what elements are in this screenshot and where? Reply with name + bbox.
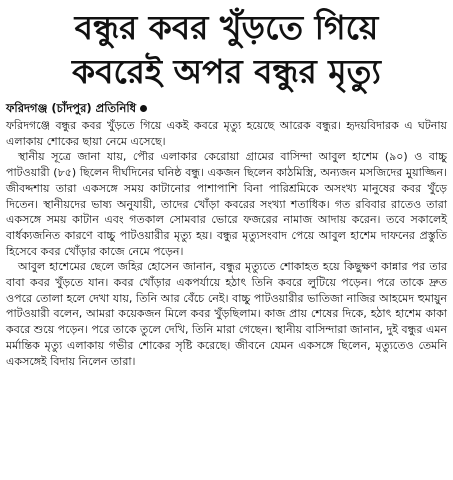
headline — [6, 0, 447, 94]
article-body — [6, 118, 447, 369]
article-paragraph-2: স্থানীয় সূত্রে জানা যায়, পৌর এলাকার কেরোয়া গ্রামের বাসিন্দা আবুল হাশেম (৯০) ও বাচ্চু পাটওয়ারী (৮৫) ছিলেন দীর্ঘদিনের ঘনিষ্ঠ বন্ধু। একজন ছিলেন কাঠমিস্ত্রি, অন্যজন মসজিদের মুয়াজ্জিন। জীবদ্দশায় তারা একসঙ্গে সময় কাটানোর পাশাপাশি বিনা পারিশ্রমিকে অসংখ্য মানুষের কবর খুঁড়ে দিতেন। স্থানীয়দের ভাষ্য অনুযায়ী, তাদের খোঁড়া কবরের সংখ্যা শতাধিক। গত রবিবার রাতেও তারা একসঙ্গে সময় কাটান এবং গতকাল সোমবার ভোরে ফজরের নামাজ আদায় করেন। তবে সকালেই বার্ধক্যজনিত কারণে বাচ্চু পাটওয়ারীর মৃত্যু হয়। বন্ধুর মৃত্যুসংবাদ পেয়ে আবুল হাশেম দাফনের প্রস্তুতি হিসেবে কবর খোঁড়ার কাজে নেমে পড়েন। — [6, 150, 447, 258]
article-paragraph-3: আবুল হাশেমের ছেলে জহির হোসেন জানান, বন্ধুর মৃত্যুতে শোকাহত হয়ে কিছুক্ষণ কান্নার পর তার বাবা কবর খুঁড়তে যান। কবর খোঁড়ার একপর্যায়ে হঠাৎ তিনি কবরে লুটিয়ে পড়েন। পরে তাকে দ্রুত ওপরে তোলা হলে দেখা যায়, তিনি আর বেঁচে নেই। বাচ্চু পাটওয়ারীর ভাতিজা নাজির আহমেদ হুমায়ুন পাটওয়ারী বলেন, আমরা কয়েকজন মিলে কবর খুঁড়ছিলাম। কাজ প্রায় শেষের দিকে, হঠাৎ হাশেম কাকা কবরে শুয়ে পড়েন। পরে তাকে তুলে দেখি, তিনি মারা গেছেন। স্থানীয় বাসিন্দারা জানান, দুই বন্ধুর এমন মর্মান্তিক মৃত্যু এলাকায় গভীর শোকের সৃষ্টি করেছে। জীবনে যেমন একসঙ্গে ছিলেন, মৃত্যুতেও তেমনি একসঙ্গেই বিদায় নিলেন তারা। — [6, 260, 447, 368]
byline-text: ফরিদগঞ্জ (চাঁদপুর) প্রতিনিধি — [6, 101, 137, 115]
article-paragraph-1: ফরিদগঞ্জে বন্ধুর কবর খুঁড়তে গিয়ে একই কবরে মৃত্যু হয়েছে আরেক বন্ধুর। হৃদয়বিদারক এ ঘটনায় এলাকায় শোকের ছায়া নেমে এসেছে। — [6, 119, 447, 148]
byline — [6, 101, 447, 116]
headline-line-1: বন্ধুর কবর খুঁড়তে গিয়ে — [74, 8, 379, 47]
headline-line-2: কবরেই অপর বন্ধুর মৃত্যু — [72, 52, 381, 91]
bullet-dot-icon — [140, 105, 147, 112]
